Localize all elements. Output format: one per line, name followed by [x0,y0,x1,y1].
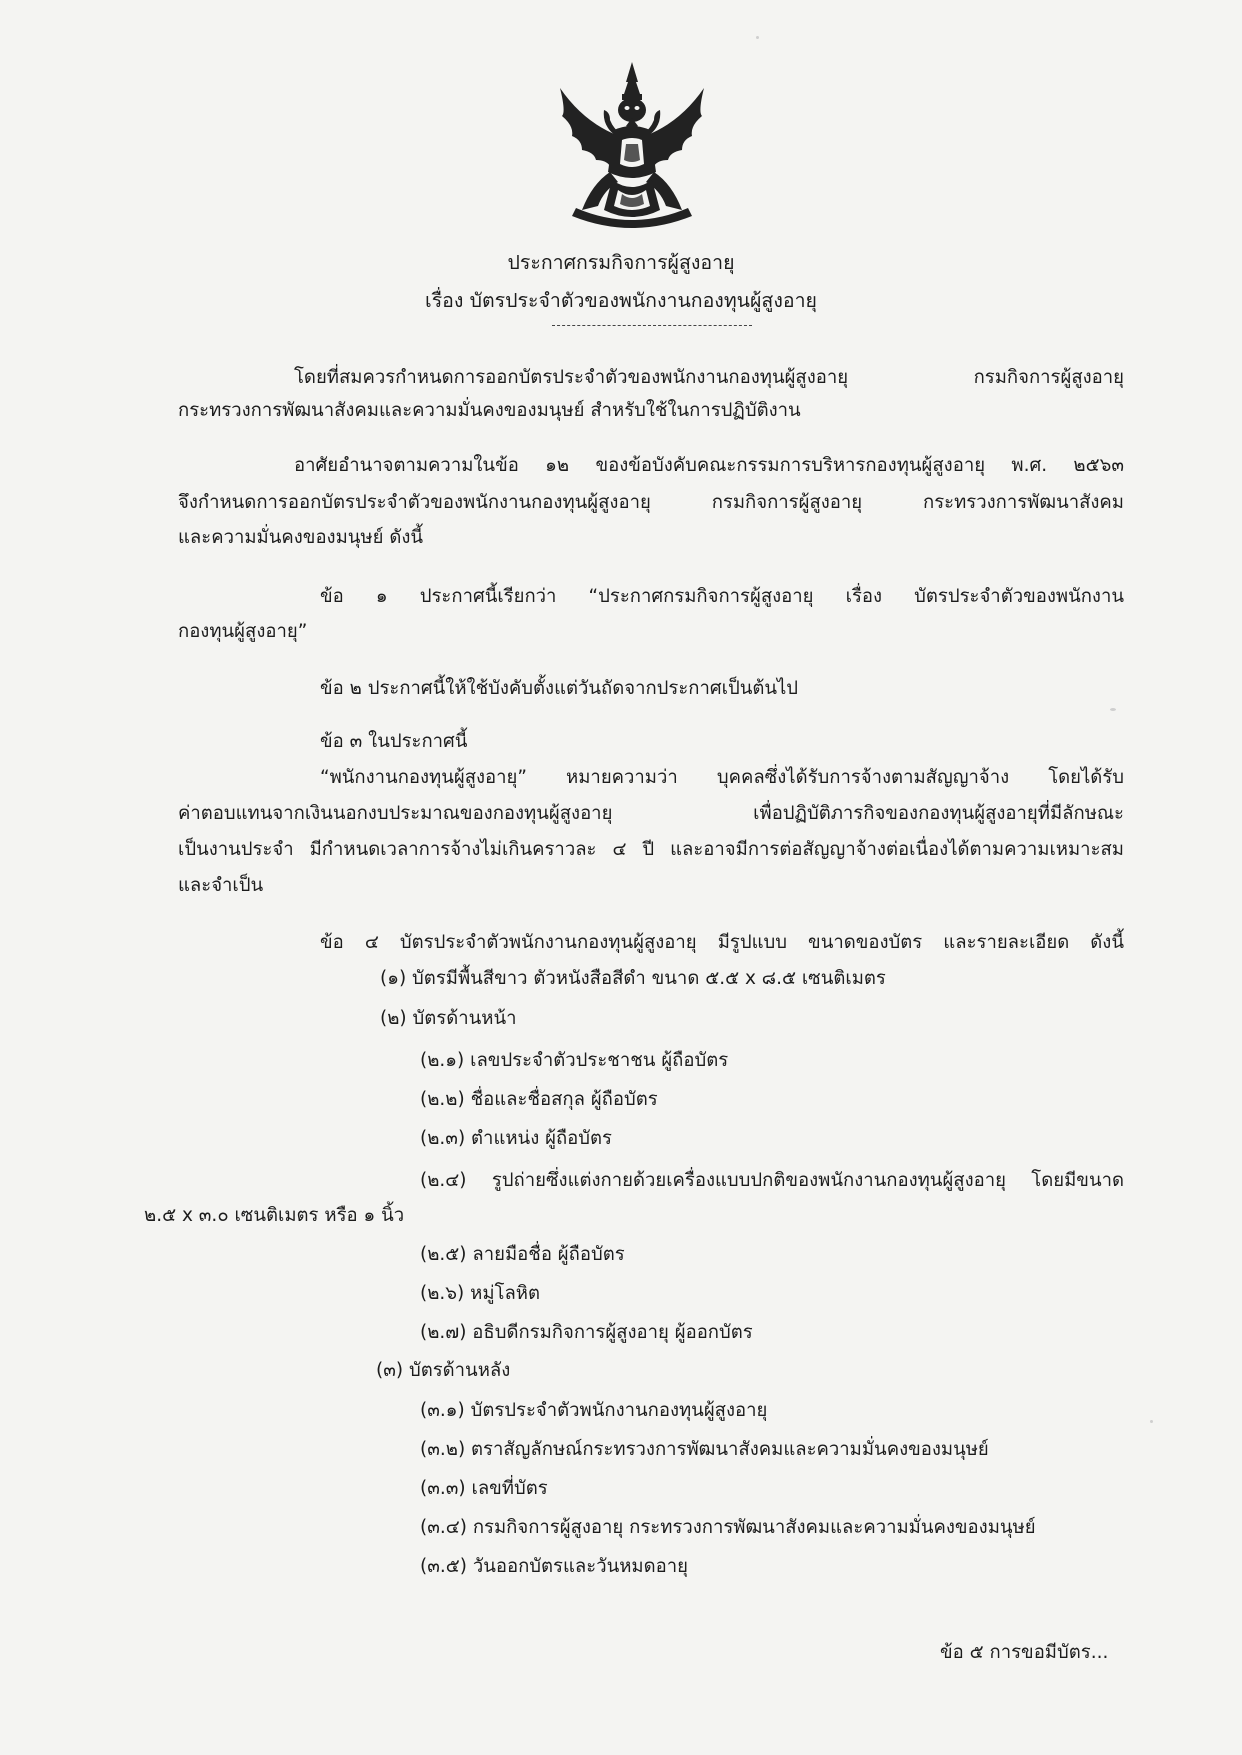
clause-3: ข้อ ๓ ในประกาศนี้ [320,731,468,752]
clause-4-item-3: (๓) บัตรด้านหลัง [376,1360,511,1381]
clause-4-item-3-2: (๓.๒) ตราสัญลักษณ์กระทรวงการพัฒนาสังคมและความมั่นคงของมนุษย์ [420,1439,989,1460]
clause-4-item-3-4: (๓.๔) กรมกิจการผู้สูงอายุ กระทรวงการพัฒนาสังคมและความมั่นคงของมนุษย์ [420,1517,1036,1538]
clause-4-item-2-2: (๒.๒) ชื่อและชื่อสกุล ผู้ถือบัตร [420,1089,658,1110]
clause-1-line1: ข้อ ๑ ประกาศนี้เรียกว่า “ประกาศกรมกิจการผู้สูงอายุ เรื่อง บัตรประจำตัวของพนักงาน [320,586,1124,607]
document-title: ประกาศกรมกิจการผู้สูงอายุ [507,251,735,274]
preamble-p1-line1: โดยที่สมควรกำหนดการออกบัตรประจำตัวของพนักงานกองทุนผู้สูงอายุ กรมกิจการผู้สูงอายุ [294,367,1124,388]
clause-3-definition-line3: เป็นงานประจำ มีกำหนดเวลาการจ้างไม่เกินคราวละ ๔ ปี และอาจมีการต่อสัญญาจ้างต่อเนื่องได้ตามความเหมาะสม [178,839,1124,860]
preamble-p1-line2: กระทรวงการพัฒนาสังคมและความมั่นคงของมนุษย์ สำหรับใช้ในการปฏิบัติงาน [178,400,801,421]
clause-4-item-2-7: (๒.๗) อธิบดีกรมกิจการผู้สูงอายุ ผู้ออกบัตร [420,1322,753,1343]
preamble-p2-line3: และความมั่นคงของมนุษย์ ดังนี้ [178,527,424,548]
title-separator [552,325,752,326]
clause-4-item-3-1: (๓.๑) บัตรประจำตัวพนักงานกองทุนผู้สูงอายุ [420,1400,768,1421]
preamble-p2-line1: อาศัยอำนาจตามความในข้อ ๑๒ ของข้อบังคับคณะกรรมการบริหารกองทุนผู้สูงอายุ พ.ศ. ๒๕๖๓ [294,455,1124,476]
garuda-emblem-icon [552,60,712,230]
clause-2: ข้อ ๒ ประกาศนี้ให้ใช้บังคับตั้งแต่วันถัดจากประกาศเป็นต้นไป [320,678,799,699]
clause-3-definition-line2: ค่าตอบแทนจากเงินนอกงบประมาณของกองทุนผู้สูงอายุ เพื่อปฏิบัติภารกิจของกองทุนผู้สูงอายุที่มีลักษณะ [178,803,1124,824]
preamble-p2-line2: จึงกำหนดการออกบัตรประจำตัวของพนักงานกองทุนผู้สูงอายุ กรมกิจการผู้สูงอายุ กระทรวงการพัฒนาสังคม [178,492,1124,513]
continuation-text: ข้อ ๕ การขอมีบัตร... [940,1642,1109,1663]
clause-4-item-2-1: (๒.๑) เลขประจำตัวประชาชน ผู้ถือบัตร [420,1050,729,1071]
document-subject: เรื่อง บัตรประจำตัวของพนักงานกองทุนผู้สูงอายุ [425,289,817,312]
clause-4-item-2-4-line2: ๒.๕ x ๓.๐ เซนติเมตร หรือ ๑ นิ้ว [144,1205,405,1226]
clause-4-item-2-5: (๒.๕) ลายมือชื่อ ผู้ถือบัตร [420,1244,625,1265]
clause-4: ข้อ ๔ บัตรประจำตัวพนักงานกองทุนผู้สูงอายุ มีรูปแบบ ขนาดของบัตร และรายละเอียด ดังนี้ [320,932,1124,953]
clause-4-item-3-3: (๓.๓) เลขที่บัตร [420,1478,548,1499]
clause-3-definition-line4: และจำเป็น [178,875,264,896]
clause-4-item-2: (๒) บัตรด้านหน้า [380,1008,517,1029]
clause-1-line2: กองทุนผู้สูงอายุ” [178,621,308,642]
scan-speck [1150,1420,1153,1423]
clause-4-item-2-4-line1: (๒.๔) รูปถ่ายซึ่งแต่งกายด้วยเครื่องแบบปกติของพนักงานกองทุนผู้สูงอายุ โดยมีขนาด [420,1170,1124,1191]
clause-4-item-2-3: (๒.๓) ตำแหน่ง ผู้ถือบัตร [420,1128,612,1149]
clause-4-item-2-6: (๒.๖) หมู่โลหิต [420,1283,541,1304]
clause-3-definition-line1: “พนักงานกองทุนผู้สูงอายุ” หมายความว่า บุคคลซึ่งได้รับการจ้างตามสัญญาจ้าง โดยได้รับ [320,767,1124,788]
scan-speck [756,36,759,39]
scan-speck [1110,708,1116,711]
clause-4-item-3-5: (๓.๕) วันออกบัตรและวันหมดอายุ [420,1556,688,1577]
clause-4-item-1: (๑) บัตรมีพื้นสีขาว ตัวหนังสือสีดำ ขนาด ๕.๕ x ๘.๕ เซนติเมตร [380,968,886,989]
